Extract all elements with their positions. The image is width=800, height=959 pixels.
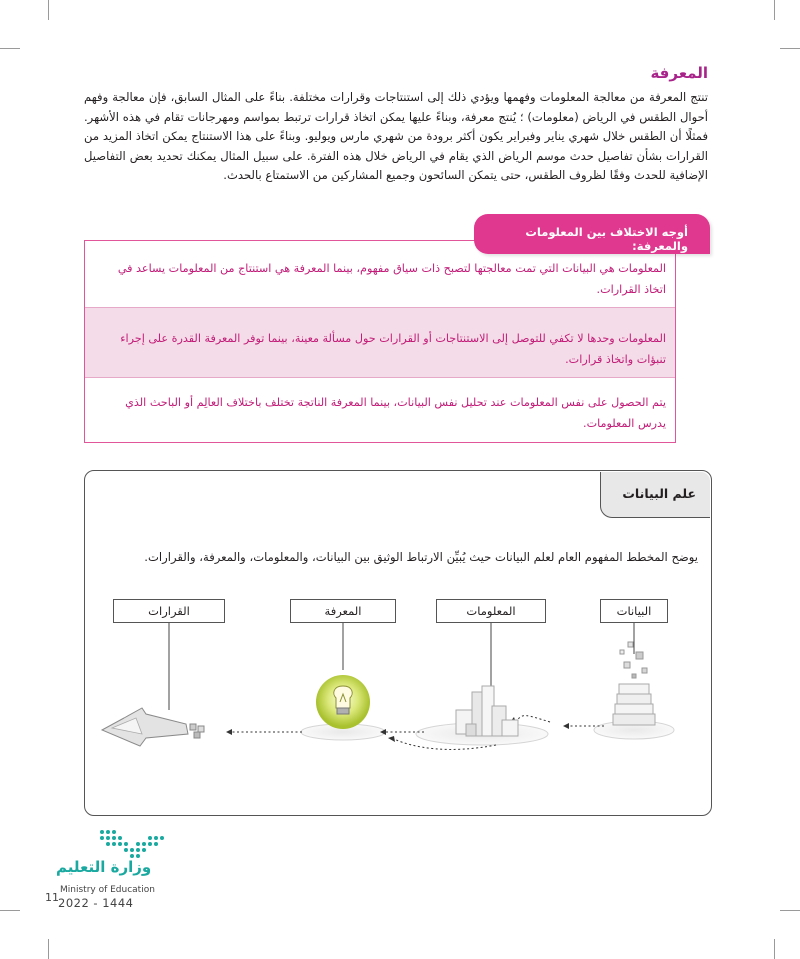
difference-row: المعلومات هي البيانات التي تمت معالجتها لتصبح ذات سياق مفهوم، بينما المعرفة هي استنتاج من المعلومات يساعد في اتخاذ القرارات. bbox=[117, 262, 666, 296]
crop-mark bbox=[780, 910, 800, 911]
crop-mark bbox=[0, 48, 20, 49]
stage-data-label: البيانات bbox=[600, 599, 668, 623]
ministry-name-en: Ministry of Education bbox=[60, 885, 155, 895]
crop-mark bbox=[774, 939, 775, 959]
crop-mark bbox=[48, 0, 49, 20]
data-server-icon bbox=[613, 642, 655, 725]
information-buildings-icon bbox=[456, 686, 518, 736]
section-paragraph: تنتج المعرفة من معالجة المعلومات وفهمها ويؤدي ذلك إلى استنتاجات وقرارات مختلفة. بناءً على المثال السابق، فإن معالجة وفهم أحوال الطقس في الرياض (معلومات) ؛ يُنتج معرفة، وبناءً عليها يمكن اتخاذ قرارات ترتبط بمواسم ومهرجانات تقام في هذه الأشهر. فمثلًا أن الطقس خلال شهري يناير وفبراير يكون أكثر برودة من شهري مارس ويوليو. وبناءً على هذا الاستنتاج يمكن اتخاذ المزيد من القرارات بشأن تفاصيل حدث موسم الرياض الذي يقام في الرياض خلال هذه الفترة. على سبيل المثال يمكنك تحديد بعض التفاصيل الإضافية للحدث وفقًا لظروف الطقس، حتى يتمكن السائحون وجميع المشاركين من الاستمتاع بالحدث. bbox=[84, 90, 708, 182]
crop-mark bbox=[774, 0, 775, 20]
data-science-diagram bbox=[84, 622, 712, 782]
difference-row: المعلومات وحدها لا تكفي للتوصل إلى الاستنتاجات أو القرارات حول مسألة معينة، بينما توفر المعرفة القدرة على إجراء تنبؤات واتخاذ قرارات. bbox=[85, 307, 675, 378]
stage-information-label: المعلومات bbox=[436, 599, 546, 623]
section-title: المعرفة bbox=[650, 64, 708, 82]
difference-row: يتم الحصول على نفس المعلومات عند تحليل نفس البيانات، بينما المعرفة الناتجة تختلف باختلاف العالِم أو الباحث الذي يدرس المعلومات. bbox=[125, 396, 666, 430]
edition-year: 2022 - 1444 bbox=[58, 896, 134, 910]
stage-knowledge-label: المعرفة bbox=[290, 599, 396, 623]
differences-table bbox=[84, 240, 676, 443]
ministry-name-ar: وزارة التعليم bbox=[56, 858, 152, 876]
crop-mark bbox=[780, 48, 800, 49]
crop-mark bbox=[0, 910, 20, 911]
differences-title: أوجه الاختلاف بين المعلومات والمعرفة: bbox=[474, 214, 710, 254]
stage-decisions-label: القرارات bbox=[113, 599, 225, 623]
lightbulb-icon bbox=[316, 675, 370, 729]
decision-arrow-icon bbox=[102, 708, 204, 746]
data-science-title: علم البيانات bbox=[600, 472, 710, 518]
data-science-description: يوضح المخطط المفهوم العام لعلم البيانات حيث يُبيِّن الارتباط الوثيق بين البيانات، والمعلومات، والمعرفة، والقرارات. bbox=[144, 550, 698, 564]
crop-mark bbox=[48, 939, 49, 959]
ministry-logo-icon bbox=[96, 826, 166, 860]
page-number: 11 bbox=[45, 891, 59, 904]
